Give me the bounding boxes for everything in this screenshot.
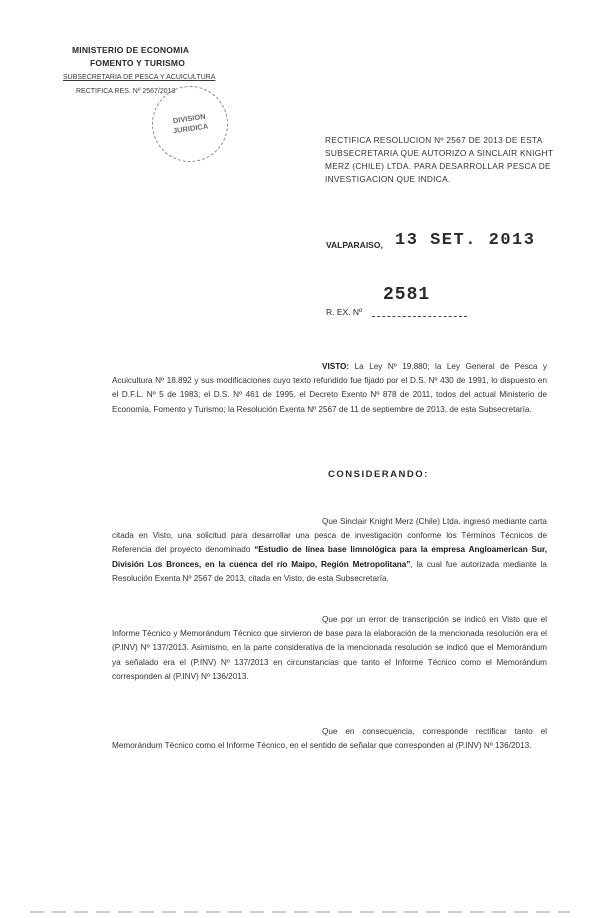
subsecretaria-name: SUBSECRETARIA DE PESCA Y ACUICULTURA: [63, 74, 216, 81]
considerando-heading: CONSIDERANDO:: [328, 469, 429, 480]
resolution-subject: RECTIFICA RESOLUCION Nº 2567 DE 2013 DE ESTA SUBSECRETARIA QUE AUTORIZO A SINCLAIR KNIGHT MERZ (CHILE) LTDA. PARA DESARROLLAR PESCA DE INVESTIGACION QUE INDICA.: [325, 135, 554, 184]
para3-text: Que en consecuencia, corresponde rectificar tanto el Memorándum Técnico como el Informe Técnico, en el sentido de señalar que corresponden al (P.INV) Nº 136/2013.: [112, 727, 547, 751]
resolution-number: 2581: [383, 285, 431, 305]
considerando-paragraph-1: [112, 515, 547, 586]
considerando-paragraph-3: [112, 725, 547, 753]
stamp-line2: JURIDICA: [172, 121, 209, 136]
scan-footer-artifact: [0, 908, 600, 918]
ministry-name-line2: FOMENTO Y TURISMO: [90, 58, 186, 68]
ministry-name-line1: MINISTERIO DE ECONOMIA: [72, 45, 190, 55]
header-reference: RECTIFICA RES. Nº 2567/2013: [76, 88, 176, 95]
para2-text: Que por un error de transcripción se indicó en Visto que el Informe Técnico y Memorándum Técnico que sirvieron de base para la elaboración de la mencionada resolución era el (P.INV) Nº 137/2013. Asimismo, en la parte considerativa de la mencionada resolución se indicó que el Memorándum ya señalado era el (P.INV) Nº 137/2013 en circunstancias que tanto el Informe Técnico como el Memorándum corresponden al (P.INV) Nº 136/2013.: [112, 615, 547, 681]
visto-text: La Ley Nº 19.880; la Ley General de Pesca y Acuicultura Nº 18.892 y sus modificaciones cuyo texto refundido fue fijado por el D.S. Nº 430 de 1991, lo dispuesto en el D.F.L. Nº 5 de 1983; el D.S. Nº 461 de 1995, el Decreto Exento Nº 878 de 2011, todos del actual Ministerio de Economía, Fomento y Turismo; la Resolución Exenta Nº 2567 de 11 de septiembre de 2013, de esta Subsecretaría.: [112, 362, 547, 414]
resolution-number-label: R. EX. Nº: [326, 307, 363, 317]
visto-label: VISTO:: [322, 362, 350, 371]
visto-paragraph: [112, 360, 547, 417]
stamp-line1: DIVISION: [172, 111, 207, 126]
para1-after: , la cual fue autorizada mediante la Resolución Exenta Nº 2567 de 2013, citada en Visto, de esta Subsecretaría.: [112, 559, 547, 583]
resolution-number-line: [372, 316, 467, 317]
resolution-date: 13 SET. 2013: [395, 231, 536, 250]
para1-before: Que Sinclair Knight Merz (Chile) Ltda. ingresó mediante carta citada en Visto, una solicitud para desarrollar una pesca de investigación conforme los Términos Técnicos de Referencia del proyecto denominado: [112, 517, 547, 555]
project-name: “Estudio de línea base limnológica para la empresa Angloamerican Sur, División Los Bronces, en la cuenca del río Maipo, Región Metropolitana”: [112, 545, 547, 569]
place-label: VALPARAISO,: [326, 240, 383, 250]
considerando-paragraph-2: [112, 613, 547, 684]
